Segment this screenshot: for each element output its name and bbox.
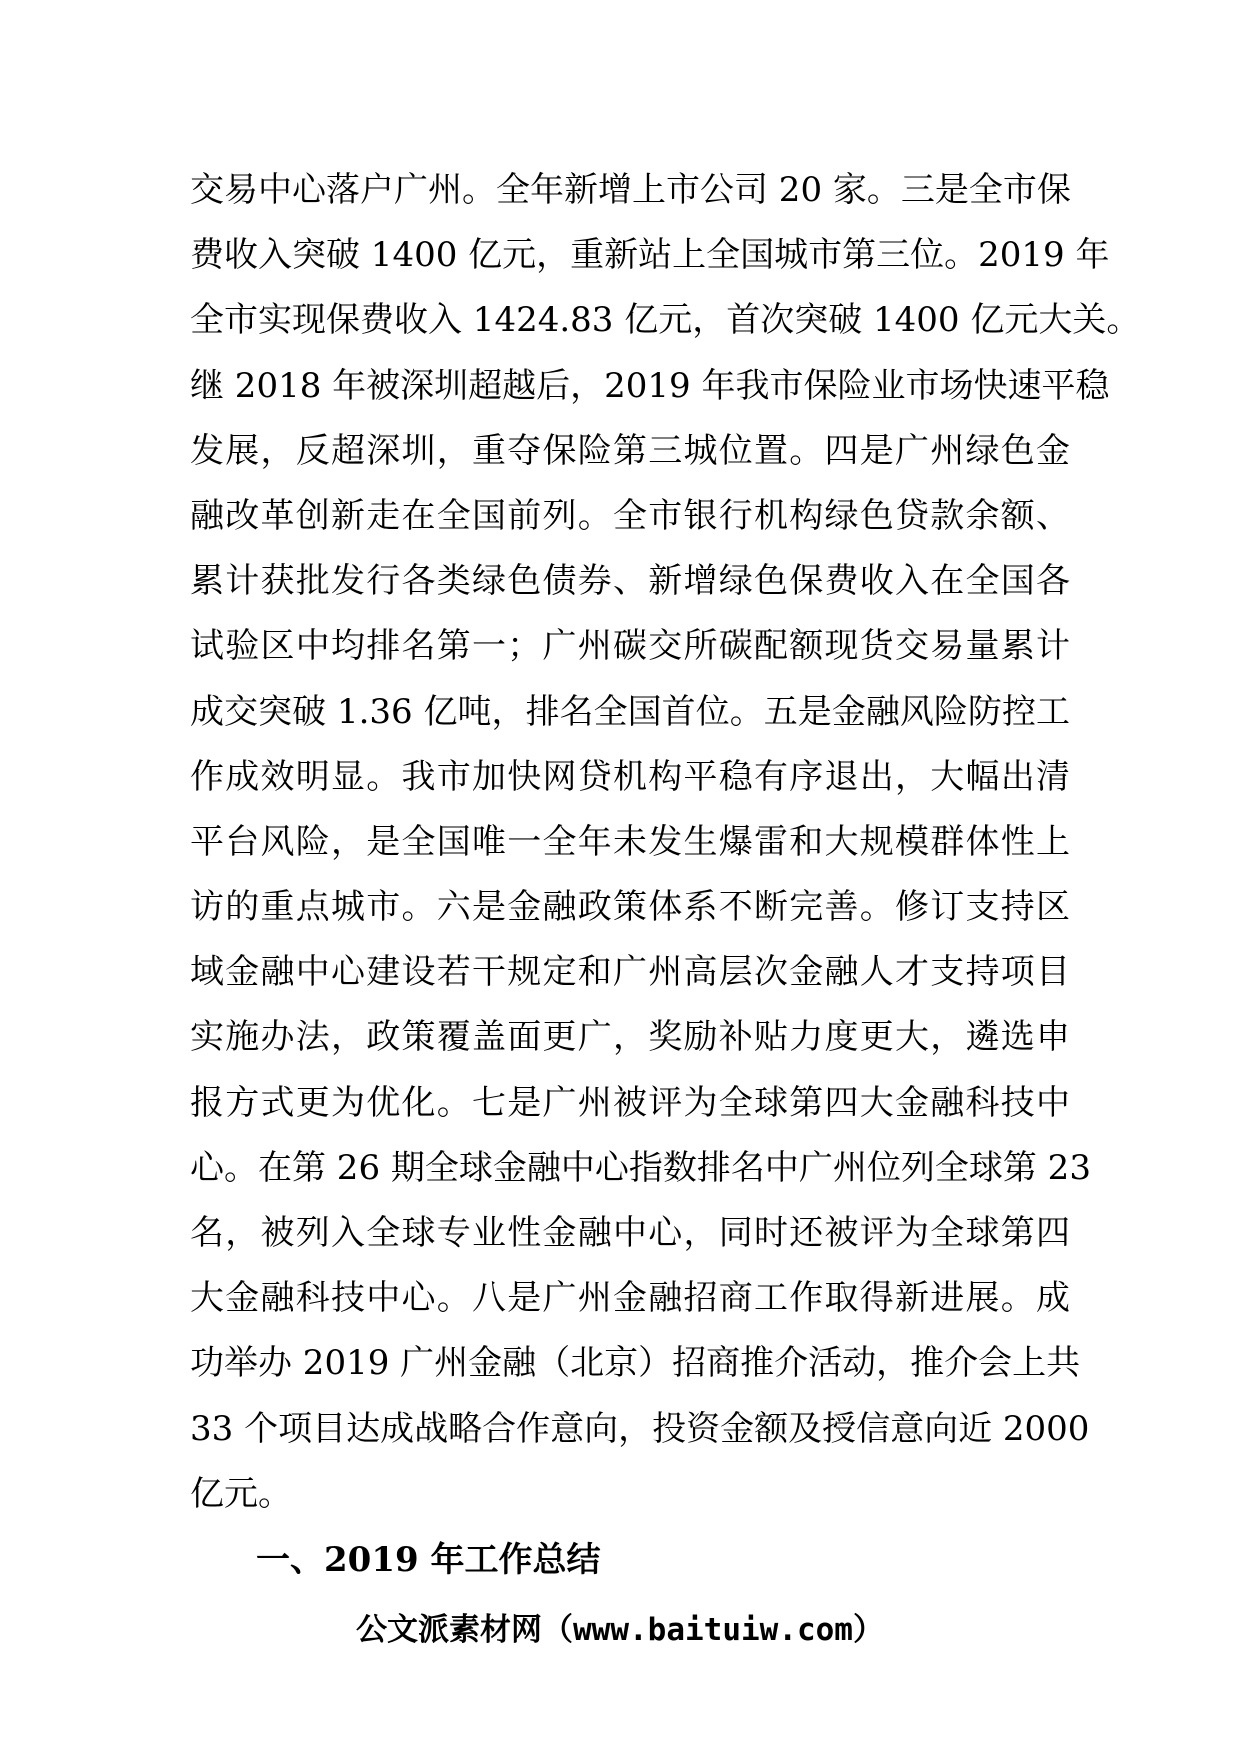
paragraph-line: 平台风险，是全国唯一全年未发生爆雷和大规模群体性上: [190, 821, 1070, 862]
paragraph-line: 继 2018 年被深圳超越后，2019 年我市保险业市场快速平稳: [190, 365, 1110, 406]
paragraph-line: 亿元。: [190, 1473, 292, 1514]
paragraph-line: 名，被列入全球专业性金融中心，同时还被评为全球第四: [190, 1213, 1070, 1253]
paragraph-line: 全市实现保费收入 1424.83 亿元，首次突破 1400 亿元大关。: [190, 300, 1141, 341]
paragraph-line: 实施办法，政策覆盖面更广，奖励补贴力度更大，遴选申: [190, 1017, 1070, 1058]
paragraph-line: 域金融中心建设若干规定和广州高层次金融人才支持项目: [190, 952, 1070, 993]
paragraph-line: 融改革创新走在全国前列。全市银行机构绿色贷款余额、: [190, 495, 1070, 536]
paragraph-line: 成交突破 1.36 亿吨，排名全国首位。五是金融风险防控工: [190, 691, 1070, 732]
section-heading: 一、2019 年工作总结: [256, 1540, 601, 1580]
paragraph-line: 报方式更为优化。七是广州被评为全球第四大金融科技中: [190, 1082, 1070, 1123]
paragraph-line: 功举办 2019 广州金融（北京）招商推介活动，推介会上共: [190, 1343, 1081, 1384]
paragraph-line: 作成效明显。我市加快网贷机构平稳有序退出，大幅出清: [190, 756, 1070, 797]
paragraph-line: 33 个项目达成战略合作意向，投资金额及授信意向近 2000: [190, 1408, 1090, 1449]
paragraph-line: 心。在第 26 期全球金融中心指数排名中广州位列全球第 23: [190, 1147, 1091, 1188]
paragraph-line: 交易中心落户广州。全年新增上市公司 20 家。三是全市保: [190, 170, 1071, 210]
body-paragraph: [190, 158, 1141, 1527]
paragraph-line: 费收入突破 1400 亿元，重新站上全国城市第三位。2019 年: [190, 235, 1110, 276]
paragraph-line: 试验区中均排名第一；广州碳交所碳配额现货交易量累计: [190, 626, 1070, 667]
paragraph-line: 大金融科技中心。八是广州金融招商工作取得新进展。成: [190, 1278, 1070, 1319]
paragraph-line: 发展，反超深圳，重夺保险第三城位置。四是广州绿色金: [190, 430, 1070, 471]
footer-watermark: 公文派素材网（www.baituiw.com）: [356, 1612, 884, 1648]
paragraph-line: 访的重点城市。六是金融政策体系不断完善。修订支持区: [190, 887, 1070, 928]
paragraph-line: 累计获批发行各类绿色债券、新增绿色保费收入在全国各: [190, 561, 1070, 602]
